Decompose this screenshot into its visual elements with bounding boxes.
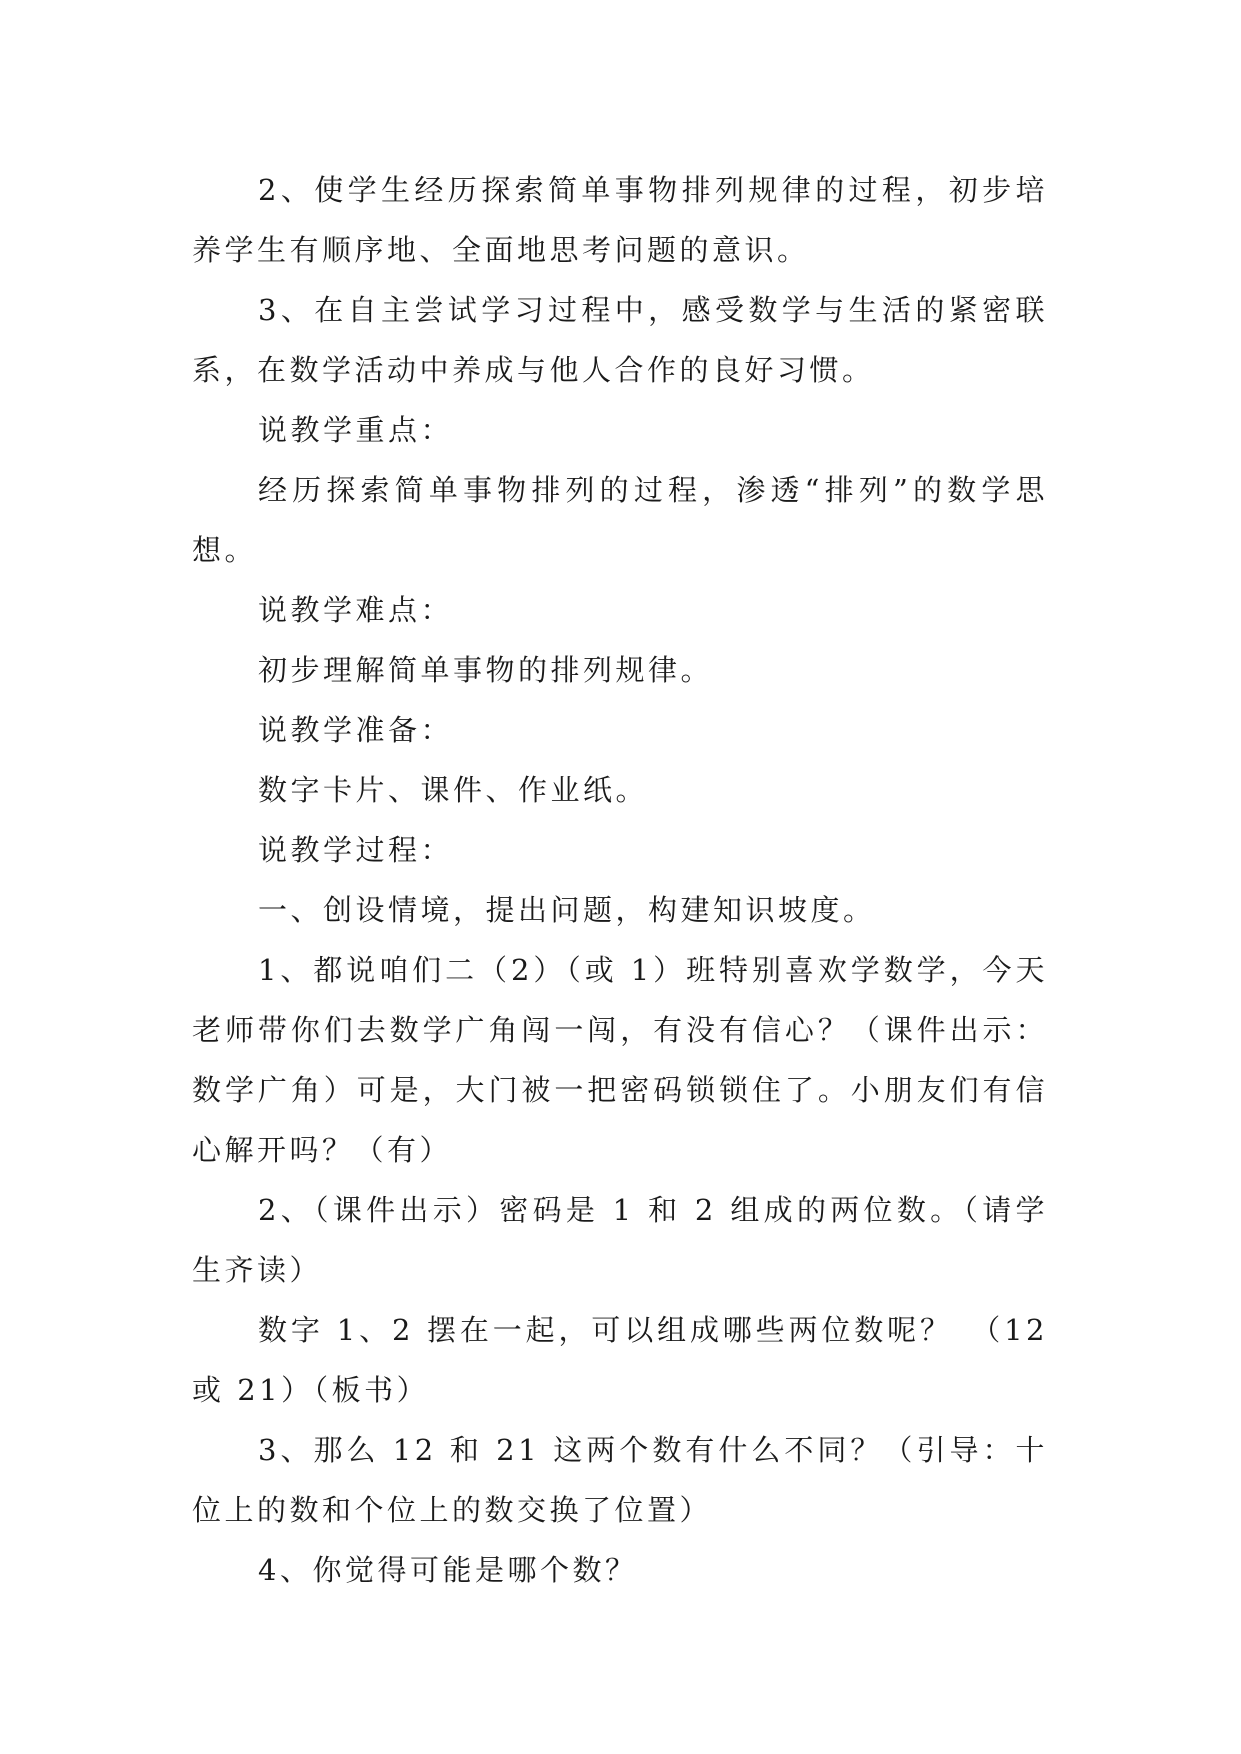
- paragraph-key-points: 经历探索简单事物排列的过程，渗透“排列”的数学思想。: [192, 473, 1048, 567]
- paragraph-step-3: 3、那么 12 和 21 这两个数有什么不同？（引导：十位上的数和个位上的数交换了位置）: [192, 1433, 1048, 1527]
- paragraph-preparation: 数字卡片、课件、作业纸。: [258, 773, 649, 807]
- paragraph-objective-3: 3、在自主尝试学习过程中，感受数学与生活的紧密联系，在数学活动中养成与他人合作的良好习惯。: [192, 293, 1048, 387]
- paragraph-question: 数字 1、2 摆在一起，可以组成哪些两位数呢？ （12 或 21）（板书）: [192, 1313, 1048, 1407]
- heading-difficulties: 说教学难点：: [258, 593, 454, 627]
- section-heading-1: 一、创设情境，提出问题，构建知识坡度。: [258, 893, 876, 927]
- paragraph-step-4: 4、你觉得可能是哪个数？: [258, 1553, 638, 1587]
- document-body: [192, 160, 1048, 1600]
- heading-preparation: 说教学准备：: [258, 713, 454, 747]
- paragraph-step-2: 2、（课件出示）密码是 1 和 2 组成的两位数。（请学生齐读）: [192, 1193, 1048, 1287]
- paragraph-difficulties: 初步理解简单事物的排列规律。: [258, 653, 714, 687]
- paragraph-step-1: 1、都说咱们二（2）（或 1）班特别喜欢学数学，今天老师带你们去数学广角闯一闯，有没有信心？（课件出示：数学广角）可是，大门被一把密码锁锁住了。小朋友们有信心解开吗？（有）: [192, 953, 1048, 1167]
- heading-process: 说教学过程：: [258, 833, 454, 867]
- heading-key-points: 说教学重点：: [258, 413, 454, 447]
- paragraph-objective-2: 2、使学生经历探索简单事物排列规律的过程，初步培养学生有顺序地、全面地思考问题的意识。: [192, 173, 1048, 267]
